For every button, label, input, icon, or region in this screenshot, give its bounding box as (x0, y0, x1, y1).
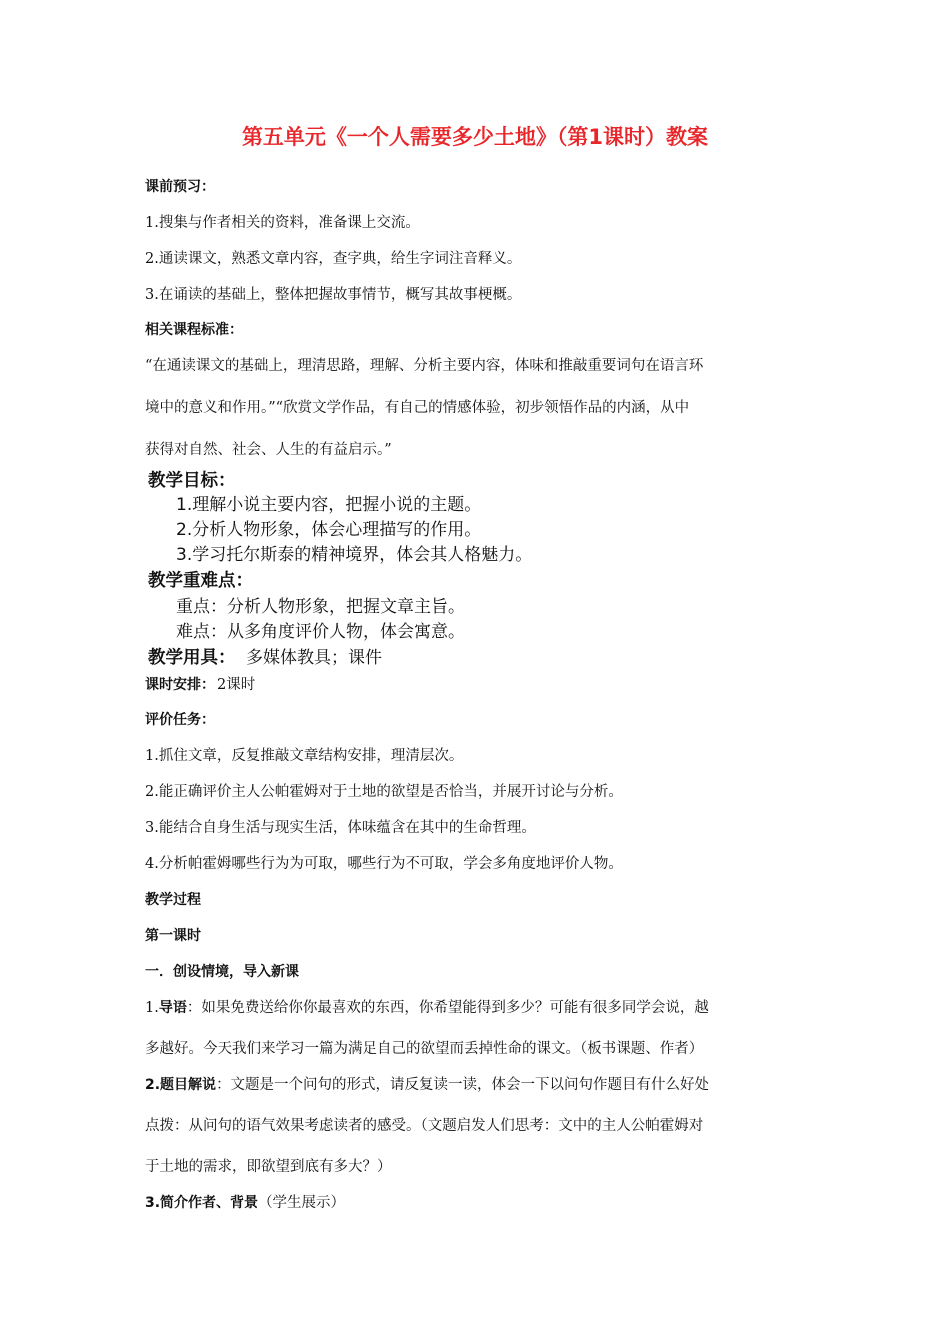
title-text: ：文题是一个问句的形式，请反复读一读，体会一下以问句作题目有什么好处 (216, 1077, 710, 1093)
preview-item: 3.在诵读的基础上，整体把握故事情节，概写其故事梗概。 (145, 287, 522, 303)
tools-value: 多媒体教具；课件 (246, 648, 382, 668)
evaluation-item: 1.抓住文章，反复推敲文章结构安排，理清层次。 (145, 748, 464, 764)
goal-item: 1.理解小说主要内容，把握小说的主题。 (176, 495, 482, 515)
evaluation-heading: 评价任务： (145, 712, 215, 728)
title-paragraph (145, 1075, 709, 1095)
schedule-label: 课时安排： (145, 677, 215, 693)
intro-paragraph (145, 998, 709, 1018)
author-label: 3.简介作者、背景 (145, 1195, 259, 1211)
preview-heading: 课前预习： (145, 179, 215, 195)
evaluation-item: 2.能正确评价主人公帕霍姆对于土地的欲望是否恰当，并展开讨论与分析。 (145, 784, 623, 800)
tools-label: 教学用具： (148, 648, 236, 668)
author-note: （学生展示） (258, 1195, 346, 1211)
keypoint-focus: 重点：分析人物形象，把握文章主旨。 (176, 597, 465, 617)
standard-heading: 相关课程标准： (145, 322, 243, 338)
standard-line: “在通读课文的基础上，理清思路，理解、分析主要内容，体味和推敲重要词句在语言环 (145, 358, 704, 374)
standard-line: 境中的意义和作用。”“欣赏文学作品，有自己的情感体验，初步领悟作品的内涵，从中 (145, 400, 690, 416)
intro-text: ：如果免费送给你你最喜欢的东西，你希望能得到多少？可能有很多同学会说，越 (186, 1000, 709, 1016)
schedule-value: 2课时 (217, 677, 256, 693)
title-line: 点拨：从问句的语气效果考虑读者的感受。（文题启发人们思考：文中的主人公帕霍姆对 (145, 1118, 704, 1134)
intro-label: 导语 (158, 1000, 187, 1016)
preview-item: 2.通读课文，熟悉文章内容，查字典，给生字词注音释义。 (145, 251, 522, 267)
title-line: 于土地的需求，即欲望到底有多大？） (145, 1159, 392, 1175)
goals-heading: 教学目标： (148, 471, 236, 491)
author-paragraph (145, 1193, 345, 1213)
evaluation-item: 4.分析帕霍姆哪些行为为可取，哪些行为不可取，学会多角度地评价人物。 (145, 856, 623, 872)
evaluation-item: 3.能结合自身生活与现实生活，体味蕴含在其中的生命哲理。 (145, 820, 536, 836)
intro-line: 多越好。今天我们来学习一篇为满足自己的欲望而丢掉性命的课文。（板书课题、作者） (145, 1041, 704, 1057)
goal-item: 3.学习托尔斯泰的精神境界，体会其人格魅力。 (176, 545, 533, 565)
standard-line: 获得对自然、社会、人生的有益启示。” (145, 442, 392, 458)
title-label: 2.题目解说 (145, 1077, 217, 1093)
goal-item: 2.分析人物形象，体会心理描写的作用。 (176, 520, 482, 540)
keypoints-heading: 教学重难点： (148, 571, 253, 591)
lesson-heading: 第一课时 (145, 928, 201, 944)
preview-item: 1.搜集与作者相关的资料，准备课上交流。 (145, 215, 420, 231)
intro-number: 1. (145, 1000, 159, 1016)
document-title: 第五单元《一个人需要多少土地》（第1课时）教案 (241, 125, 709, 149)
keypoint-difficulty: 难点：从多角度评价人物，体会寓意。 (176, 622, 465, 642)
section-heading: 一．创设情境，导入新课 (145, 964, 299, 980)
process-heading: 教学过程 (145, 892, 201, 908)
